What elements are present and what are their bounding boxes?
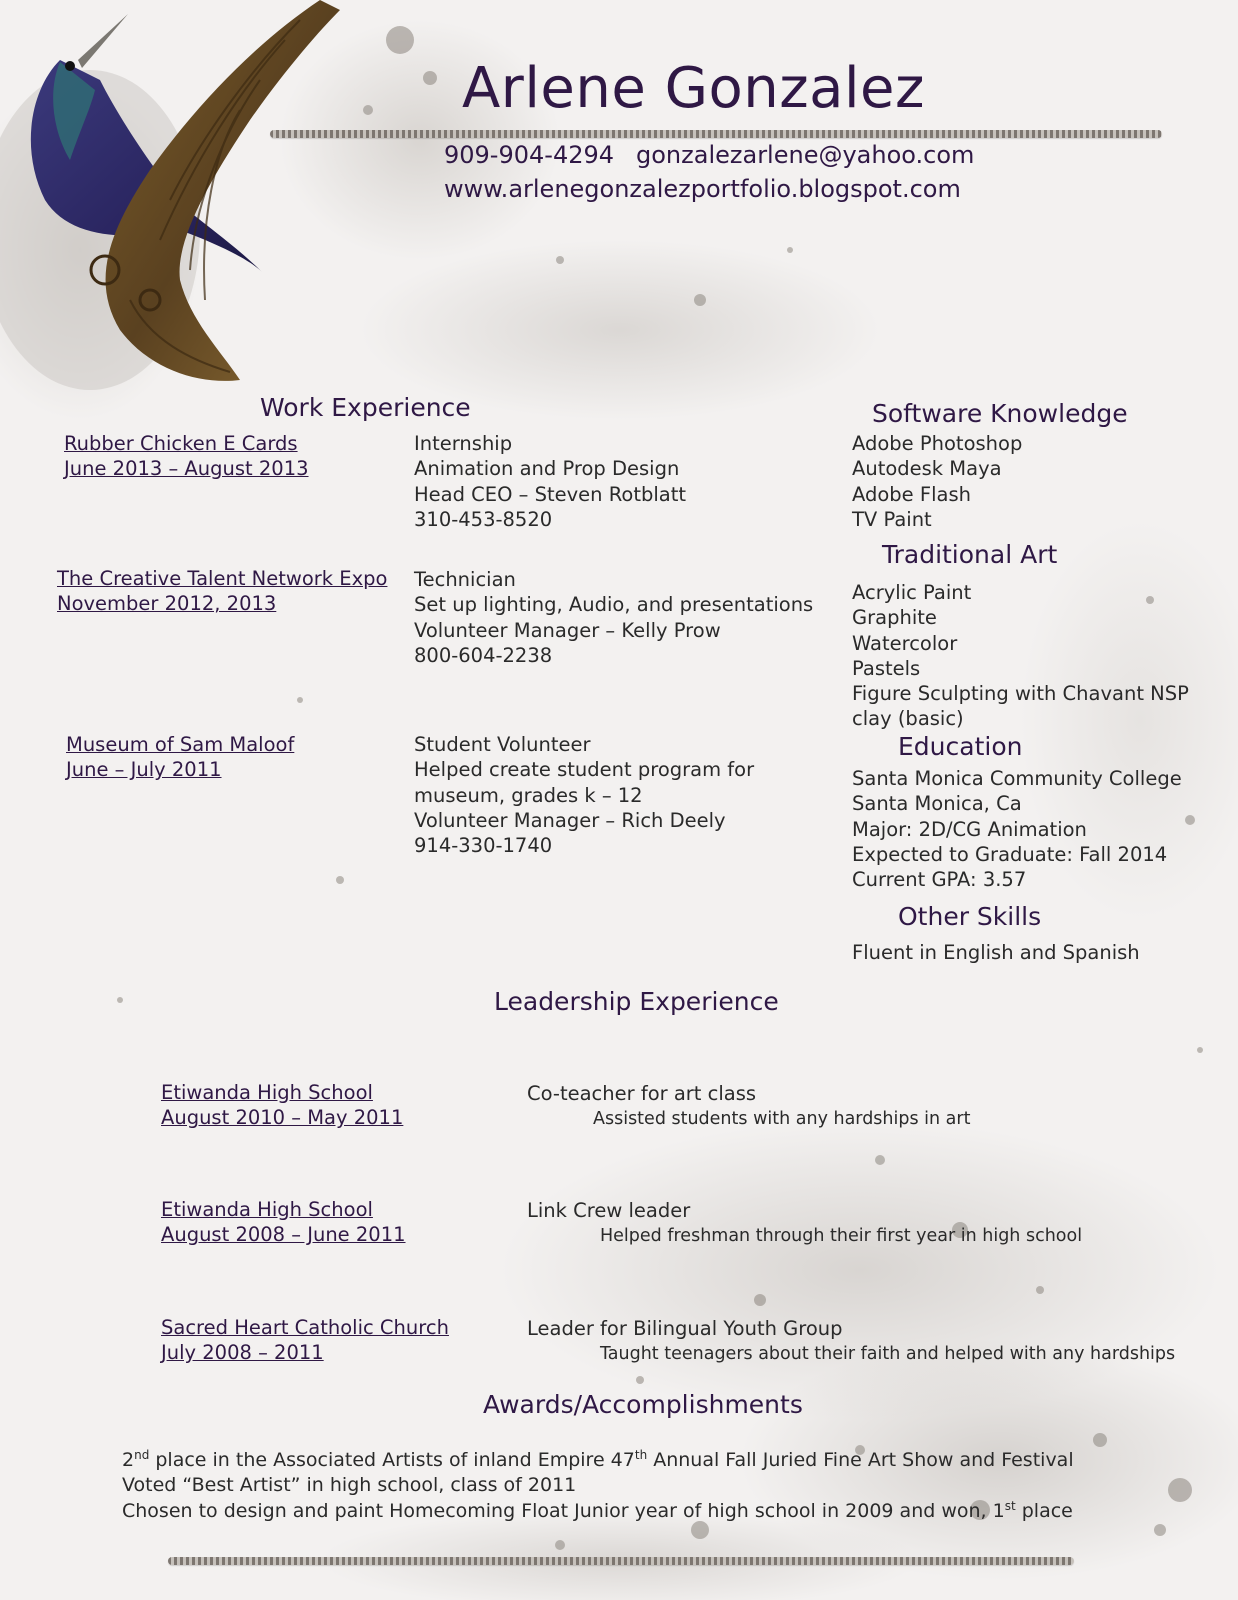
work-entry-2-details: Technician Set up lighting, Audio, and presentations Volunteer Manager – Kelly Prow 800-604-2238	[414, 568, 814, 667]
work-entry-3-details: Student Volunteer Helped create student program for museum, grades k – 12 Volunteer Manager – Rich Deely 914-330-1740	[414, 733, 755, 858]
leadership-entry-2-desc: Helped freshman through their first year in high school	[600, 1226, 1083, 1246]
header-rope-divider	[270, 130, 1162, 138]
phone-number: 909-904-4294	[444, 141, 615, 169]
list-item: Current GPA: 3.57	[852, 868, 1027, 892]
list-item: Pastels	[852, 656, 921, 680]
award-item: 2nd place in the Associated Artists of inland Empire 47th Annual Fall Juried Fine Art Show and Festival	[122, 1448, 1074, 1471]
work-entry-2-org: The Creative Talent Network Expo November 2012, 2013	[57, 567, 388, 616]
website-url[interactable]: www.arlenegonzalezportfolio.blogspot.com	[444, 175, 961, 203]
footer-rope-divider	[168, 1557, 1074, 1565]
leadership-entry-2-org: Etiwanda High School August 2008 – June 2011	[161, 1198, 406, 1247]
list-item: Major: 2D/CG Animation	[852, 817, 1087, 841]
list-item: Watercolor	[852, 631, 958, 655]
other-skills-heading: Other Skills	[898, 902, 1042, 931]
candidate-name: Arlene Gonzalez	[462, 56, 925, 121]
work-entry-3-org: Museum of Sam Maloof June – July 2011	[66, 733, 295, 782]
traditional-art-list	[852, 580, 1189, 732]
list-item: Acrylic Paint	[852, 581, 972, 604]
list-item: Santa Monica Community College	[852, 767, 1182, 790]
other-skills-list	[852, 940, 1140, 965]
leadership-experience-heading: Leadership Experience	[494, 987, 779, 1016]
contact-line	[444, 141, 974, 169]
software-knowledge-heading: Software Knowledge	[872, 399, 1128, 428]
education-list	[852, 766, 1182, 892]
list-item: Adobe Flash	[852, 482, 971, 506]
list-item: Santa Monica, Ca	[852, 792, 1022, 816]
leadership-entry-1-org: Etiwanda High School August 2010 – May 2011	[161, 1081, 404, 1130]
list-item: Expected to Graduate: Fall 2014	[852, 842, 1168, 866]
list-item: Figure Sculpting with Chavant NSP	[852, 682, 1189, 706]
list-item: clay (basic)	[852, 707, 964, 731]
list-item: TV Paint	[852, 507, 932, 531]
leadership-entry-2-role: Link Crew leader	[527, 1199, 691, 1222]
education-heading: Education	[898, 732, 1023, 761]
list-item: Fluent in English and Spanish	[852, 941, 1140, 964]
work-entry-1-details: Internship Animation and Prop Design Head CEO – Steven Rotblatt 310-453-8520	[414, 432, 687, 531]
work-experience-heading: Work Experience	[260, 393, 471, 422]
email-address[interactable]: gonzalezarlene@yahoo.com	[636, 141, 975, 169]
list-item: Autodesk Maya	[852, 457, 1002, 481]
leadership-entry-3-role: Leader for Bilingual Youth Group	[527, 1317, 843, 1340]
software-list	[852, 431, 1022, 532]
list-item: Adobe Photoshop	[852, 432, 1023, 455]
traditional-art-heading: Traditional Art	[882, 540, 1058, 569]
leadership-entry-3-desc: Taught teenagers about their faith and helped with any hardships	[600, 1344, 1176, 1364]
leadership-entry-1-role: Co-teacher for art class	[527, 1082, 757, 1105]
list-item: Graphite	[852, 606, 937, 630]
leadership-entry-3-org: Sacred Heart Catholic Church July 2008 – 2011	[161, 1316, 449, 1365]
leadership-entry-1-desc: Assisted students with any hardships in art	[593, 1109, 971, 1129]
award-item: Chosen to design and paint Homecoming Float Junior year of high school in 2009 and won, 1st place	[122, 1498, 1073, 1522]
awards-list	[122, 1448, 1074, 1524]
award-item: Voted “Best Artist” in high school, class of 2011	[122, 1474, 577, 1497]
awards-heading: Awards/Accomplishments	[483, 1390, 803, 1419]
work-entry-1-org: Rubber Chicken E Cards June 2013 – August 2013	[64, 432, 309, 481]
